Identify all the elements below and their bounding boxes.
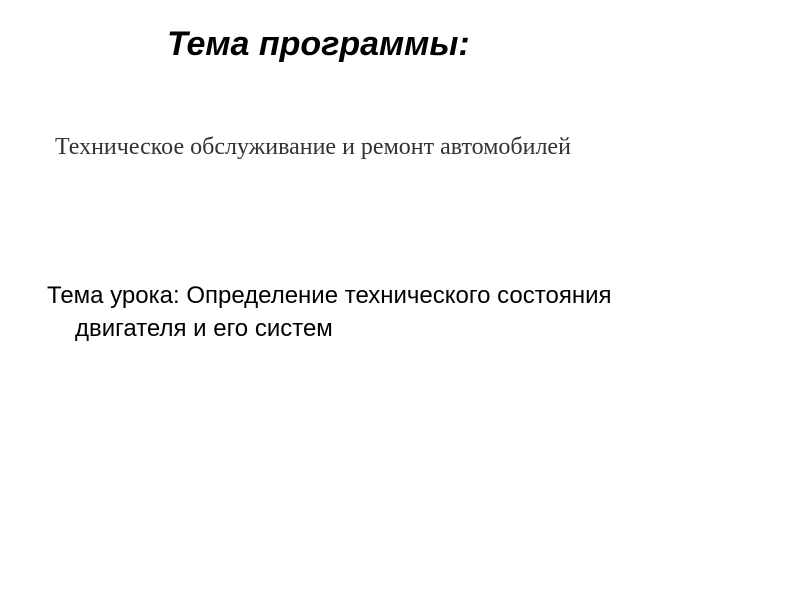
program-title: Тема программы: — [167, 25, 470, 63]
program-subject: Техническое обслуживание и ремонт автомобилей — [55, 134, 571, 160]
lesson-topic: Тема урока: Определение технического состояния двигателя и его систем — [47, 282, 612, 342]
